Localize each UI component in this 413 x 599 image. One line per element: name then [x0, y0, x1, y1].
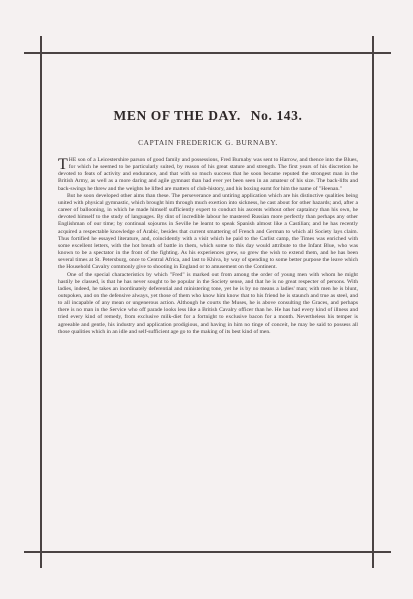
paragraph-3: One of the special characteristics by which "Fred" is marked out from among the order of young men with whom he might hastily be classed, is that he has never sought to be popular in the Society sense, and that he is no great respecter of persons. With ladies, indeed, he takes an inordinately deferential and ministering tone, yet he is by no means a ladies' man; with men he is blunt, outspoken, and on the defensive always, yet those of them who know him know that to his friend he is staunch and true as steel, and to all incapable of any mean or ungenerous action. Although he courts the Muses, he is above consulting the Graces, and perhaps there is no man in the Service who off parade looks less like a British Cavalry officer than he. He has had every kind of illness and tried every kind of remedy, from exclusive milk-diet for a fortnight to exclusive bacon for a month. Nevertheless his temper is agreeable and gentle, his industry and application prodigious, and having in him no tinge of conceit, he may be said to possess all those qualities which in an idle and self-sufficient age go to the making of its best kind of men. — [58, 271, 358, 335]
title-text: MEN OF THE DAY. — [113, 108, 241, 123]
article-subtitle: CAPTAIN FREDERICK G. BURNABY. — [138, 138, 278, 147]
drop-cap: T — [58, 156, 68, 173]
paragraph-2: But he soon developed other aims than these. The perseverance and untiring application which are his distinctive qualities being united with physical gymnastic, which brought him through much exertion into sickness, he cast about for other hazards; and, after a career of ballooning, in which he made himself sufficiently expert to conduct his ascents without other captaincy than his own, he devoted himself to the study of languages. By dint of incredible labour he mastered Russian more perfectly than perhaps any other Englishman of our time; by continual sojourns in Seville he learnt to speak Spanish almost like a Castilian; and he has recently acquired a respectable knowledge of Arabic, besides that current smattering of French and German to which all Society lays claim. Thus fortified he essayed literature, and, coincidently with a visit which he paid to the Carlist camp, the Times was enriched with some excellent letters, with the hot breath of battle in them, which some to this day would attribute to the Infant Blue, who was known to be a spectator in the front of the fighting. As his experiences grew, so grew the wish to extend them, and he has been several times at St. Petersburg, once to Central Africa, and last to Khiva, by way of spending to some better purpose the leave which the Household Cavalry commonly give to shooting in England or to amusement on the Continent. — [58, 192, 358, 271]
top-border-rule — [24, 52, 391, 54]
article-body — [58, 157, 358, 336]
bottom-border-rule — [24, 551, 391, 553]
paragraph-1 — [58, 157, 358, 193]
paragraph-1-text: HE son of a Leicestershire parson of good family and possessions, Fred Burnaby was sent to Harrow, and thence into the Blues, for which he seemed to be particularly suited, by reason of his great stature and strength. The first years of his discretion he devoted to feats of activity and endurance, and that with so much success that he soon became reputed the strongest man in the British Army, as well as a more daring and agile gymnast than had ever yet been seen in an amateur of his size. The back-lifts and back-swings he threw and the weights he lifted are matters of club-history, and his boxing earnt for him the name of "Heenan." — [58, 157, 358, 192]
page-content — [58, 108, 358, 336]
page-title — [58, 108, 358, 124]
issue-number: No. 143. — [250, 108, 303, 123]
right-border-rule — [372, 36, 374, 568]
left-border-rule — [40, 36, 42, 568]
